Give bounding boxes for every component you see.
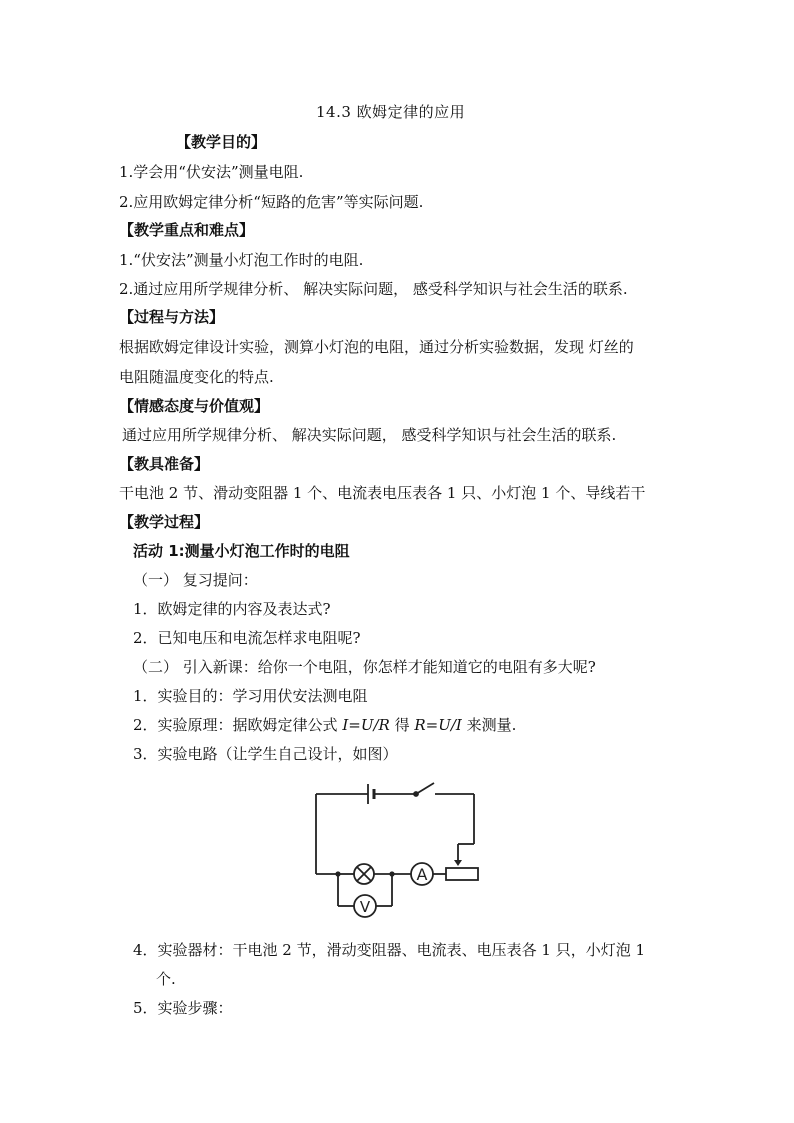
review-question-2: 2．已知电压和电流怎样求电阻呢? — [133, 629, 361, 647]
equipment-heading: 【教具准备】 — [119, 455, 210, 473]
process-methods-line-2: 电阻随温度变化的特点. — [119, 368, 274, 386]
circuit-diagram — [306, 780, 486, 918]
step-1-purpose: 1．实验目的：学习用伏安法测电阻 — [133, 687, 368, 705]
step-3-circuit: 3．实验电路（让学生自己设计，如图） — [133, 745, 398, 763]
intro-new-lesson: （二） 引入新课：给你一个电阻，你怎样才能知道它的电阻有多大呢? — [133, 658, 596, 676]
objective-item-1: 1.学会用“伏安法”测量电阻. — [119, 163, 304, 181]
process-methods-heading: 【过程与方法】 — [119, 308, 225, 326]
step-2-suffix: 来测量. — [461, 716, 517, 734]
activity-1-title: 活动 1:测量小灯泡工作时的电阻 — [133, 542, 350, 560]
review-question-1: 1．欧姆定律的内容及表达式? — [133, 600, 331, 618]
objective-item-2: 2.应用欧姆定律分析“短路的危害”等实际问题. — [119, 193, 424, 211]
junction-left — [335, 871, 340, 876]
step-2-principle — [133, 715, 516, 735]
rheostat-icon — [446, 868, 478, 880]
ammeter-label: A — [416, 865, 428, 884]
step-4-equipment-line-1: 4．实验器材：干电池 2 节，滑动变阻器、电流表、电压表各 1 只，小灯泡 1 — [133, 941, 646, 959]
attitude-text: 通过应用所学规律分析、 解决实际问题， 感受科学知识与社会生活的联系. — [122, 426, 617, 444]
key-points-heading: 【教学重点和难点】 — [119, 221, 255, 239]
formula-ohms-law: I=U/R — [342, 716, 390, 734]
key-point-item-1: 1.“伏安法”测量小灯泡工作时的电阻. — [119, 251, 364, 269]
junction-right — [389, 871, 394, 876]
attitude-heading: 【情感态度与价值观】 — [119, 397, 270, 415]
process-methods-line-1: 根据欧姆定律设计实验，测算小灯泡的电阻，通过分析实验数据，发现 灯丝的 — [119, 338, 634, 356]
equipment-text: 干电池 2 节、滑动变阻器 1 个、电流表电压表各 1 只、小灯泡 1 个、导线若干 — [119, 484, 646, 502]
switch-blade — [416, 783, 434, 794]
step-2-mid: 得 — [389, 716, 415, 734]
procedure-heading: 【教学过程】 — [119, 513, 210, 531]
review-label: （一） 复习提问： — [133, 571, 258, 589]
step-4-equipment-line-2: 个. — [156, 970, 176, 988]
voltmeter-label: V — [359, 898, 371, 916]
document-title: 14.3 欧姆定律的应用 — [316, 103, 466, 121]
step-5-steps: 5．实验步骤： — [133, 999, 233, 1017]
key-point-item-2: 2.通过应用所学规律分析、 解决实际问题， 感受科学知识与社会生活的联系. — [119, 280, 628, 298]
slider-arrow-icon — [454, 860, 462, 866]
step-2-prefix: 2．实验原理：据欧姆定律公式 — [133, 716, 343, 734]
formula-resistance: R=U/I — [414, 716, 462, 734]
objectives-heading: 【教学目的】 — [176, 133, 267, 151]
